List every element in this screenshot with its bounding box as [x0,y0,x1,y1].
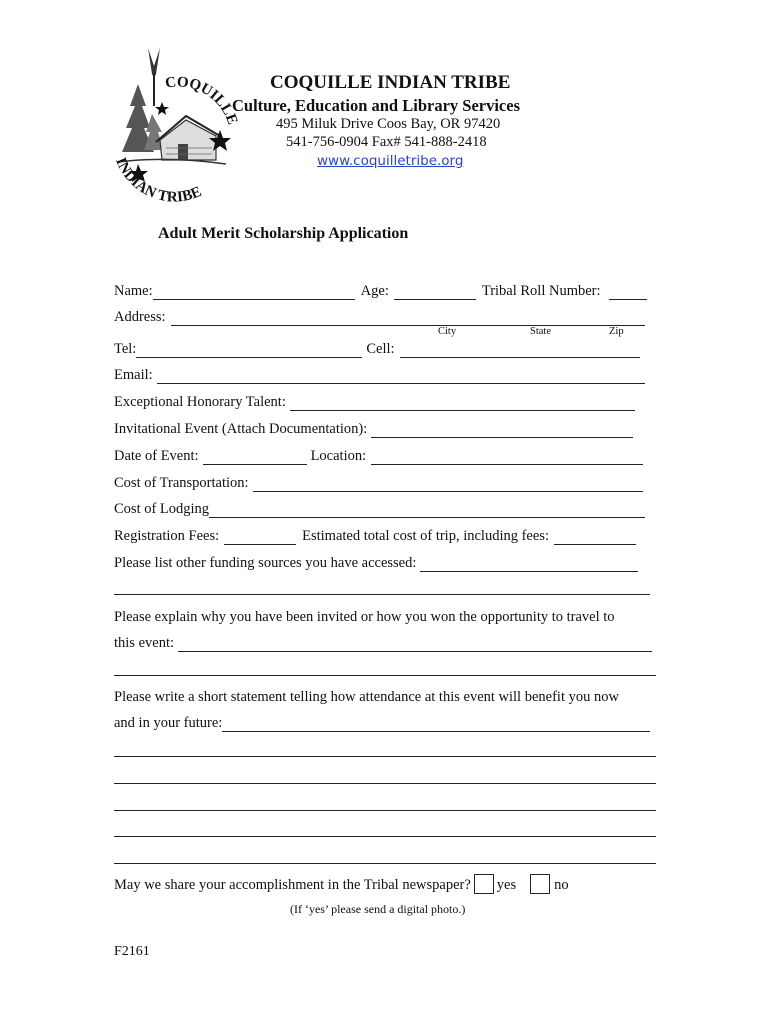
explain-label: this event: [114,635,175,651]
date-label: Date of Event: [114,448,199,464]
share-question: May we share your accomplishment in the Tribal newspaper? [114,877,471,893]
org-phone-fax: 541-756-0904 Fax# 541-888-2418 [286,134,487,150]
svg-text:INDIAN TRIBE [112,156,204,202]
yes-checkbox[interactable] [474,874,494,894]
name-row [114,280,647,300]
location-label: Location: [310,448,367,464]
estimated-total-label: Estimated total cost of trip, including fees: [302,528,549,544]
department-name: Culture, Education and Library Services [232,96,521,115]
name-field[interactable] [153,284,355,300]
form-title: Adult Merit Scholarship Application [158,225,409,242]
form-code: F2161 [114,944,150,959]
city-caption: City [438,326,457,337]
tribal-roll-field[interactable] [609,284,647,300]
logo-text-top: COQUILLE [164,74,240,127]
statement-row [114,712,650,732]
age-field[interactable] [394,284,476,300]
explain-row [114,632,652,652]
address-row [114,306,645,326]
invitational-label: Invitational Event (Attach Documentation): [114,421,368,437]
funding-label: Please list other funding sources you have accessed: [114,555,417,571]
talent-row [114,391,635,411]
org-name: COQUILLE INDIAN TRIBE [270,72,511,93]
location-field[interactable] [371,449,643,465]
age-label: Age: [360,283,389,299]
funding-field[interactable] [420,556,638,572]
lodging-row [114,498,645,518]
talent-field[interactable] [290,395,635,411]
explain-field[interactable] [178,636,652,652]
statement-field-line-4[interactable] [114,810,656,811]
statement-prompt: Please write a short statement telling how attendance at this event will benefit you now [114,689,619,705]
statement-field-line-5[interactable] [114,836,656,837]
address-label: Address: [114,309,166,325]
transport-label: Cost of Transportation: [114,475,249,491]
svg-text:COQUILLE [164,74,240,127]
cell-label: Cell: [366,341,395,357]
transport-field[interactable] [253,476,643,492]
share-row [114,872,569,894]
org-address: 495 Miluk Drive Coos Bay, OR 97420 [276,116,501,132]
invitational-row [114,418,633,438]
registration-field[interactable] [224,529,296,545]
tel-field[interactable] [136,342,362,358]
tel-row [114,338,640,358]
registration-label: Registration Fees: [114,528,220,544]
address-field[interactable] [171,310,645,326]
email-label: Email: [114,367,153,383]
logo-text-bottom: INDIAN TRIBE [112,155,204,202]
transport-row [114,472,643,492]
email-field[interactable] [157,368,645,384]
lodging-field[interactable] [209,502,645,518]
no-label: no [554,877,569,893]
statement-field[interactable] [222,716,650,732]
statement-field-line-3[interactable] [114,783,656,784]
date-row [114,445,643,465]
funding-field-line-2[interactable] [114,594,650,595]
no-checkbox[interactable] [530,874,550,894]
lodging-label: Cost of Lodging [114,501,210,517]
email-row [114,364,645,384]
invitational-field[interactable] [371,422,633,438]
registration-row [114,525,636,545]
zip-caption: Zip [609,326,624,337]
statement-field-line-2[interactable] [114,756,656,757]
date-field[interactable] [203,449,307,465]
explain-prompt: Please explain why you have been invited or how you won the opportunity to travel to [114,609,615,625]
explain-field-line-2[interactable] [114,675,656,676]
statement-label: and in your future: [114,715,223,731]
photo-note: (If ‘yes’ please send a digital photo.) [290,902,466,916]
estimated-total-field[interactable] [554,529,636,545]
talent-label: Exceptional Honorary Talent: [114,394,286,410]
funding-row [114,552,638,572]
yes-label: yes [496,877,517,893]
tel-label: Tel: [114,341,137,357]
tribal-roll-label: Tribal Roll Number: [481,283,601,299]
cell-field[interactable] [400,342,640,358]
statement-field-line-6[interactable] [114,863,656,864]
tribe-logo [108,44,240,202]
name-label: Name: [114,283,153,299]
state-caption: State [530,326,551,337]
website-link[interactable]: www.coquilletribe.org [317,153,464,169]
